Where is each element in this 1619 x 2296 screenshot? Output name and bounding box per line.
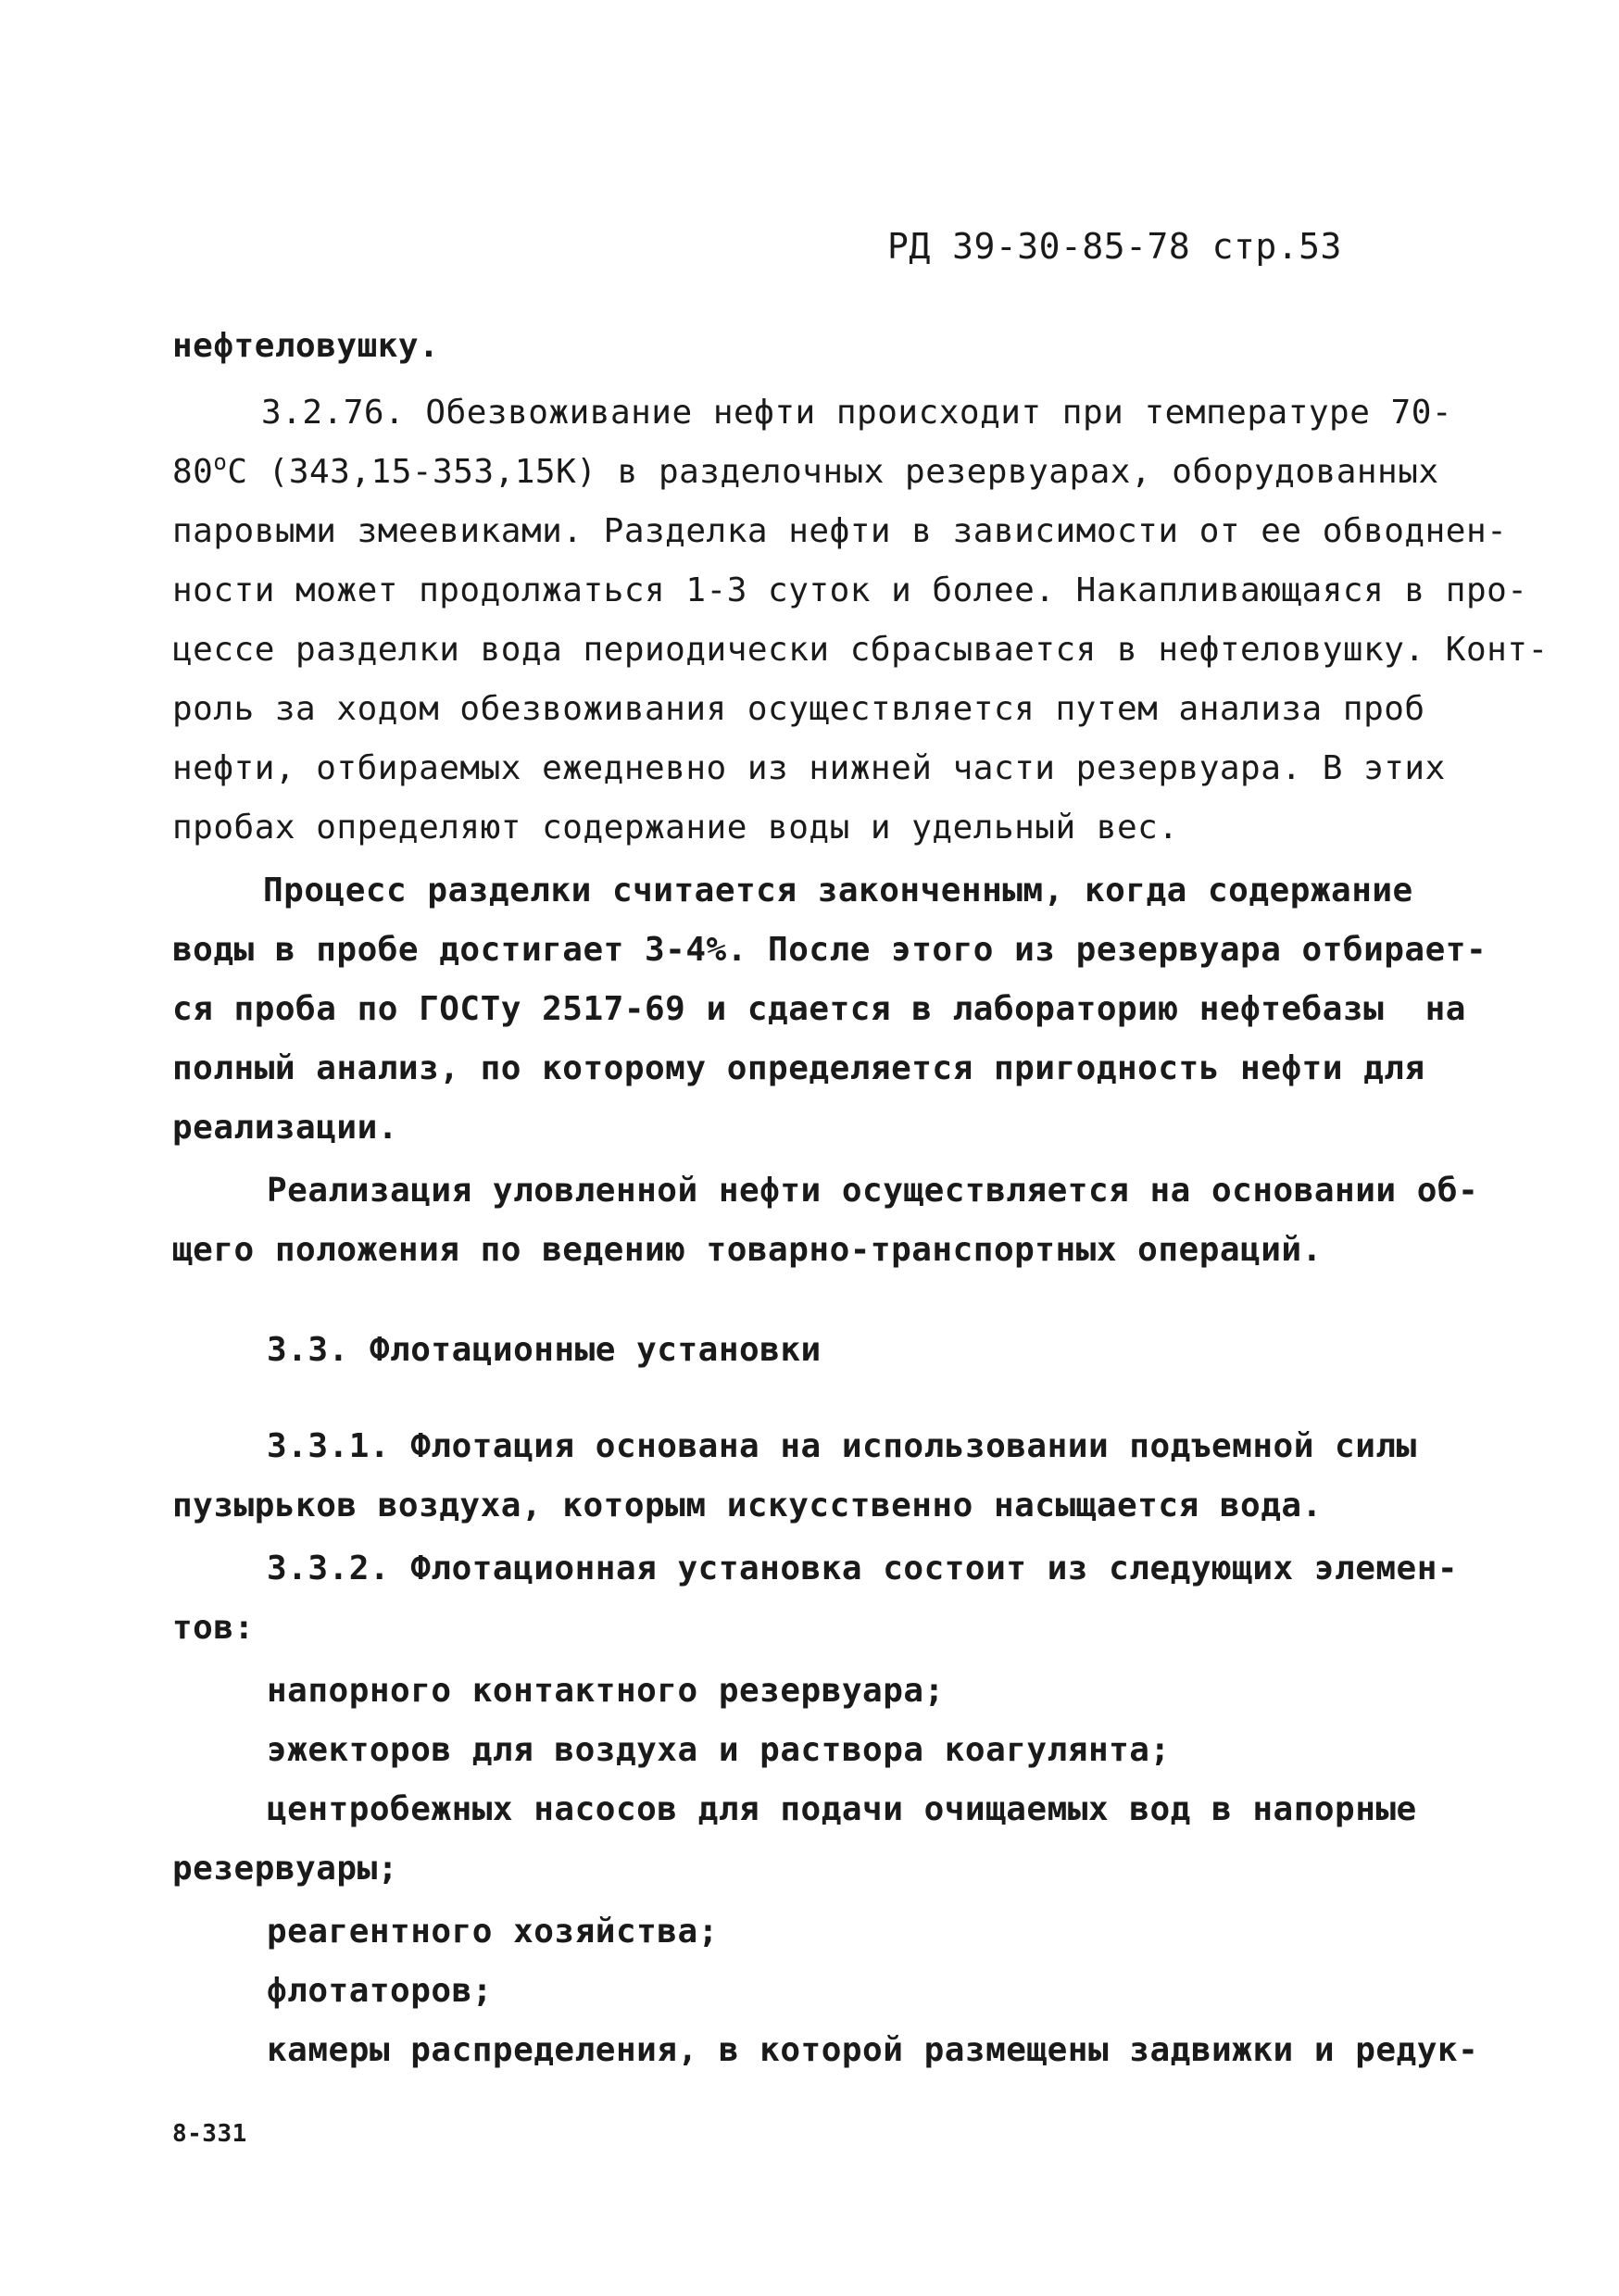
list-item: флотаторов; <box>267 1972 493 2010</box>
text-line-rest: С (343,15-353,15К) в разделочных резервуарах, оборудованных <box>227 453 1439 491</box>
text-line: пузырьков воздуха, которым искусственно насыщается вода. <box>172 1487 1323 1524</box>
text-line: 3.2.76. Обезвоживание нефти происходит при температуре 70- <box>261 394 1453 432</box>
list-item-continued: резервуары; <box>172 1850 398 1888</box>
text-line <box>172 449 1439 493</box>
text-line: ся проба по ГОСТу 2517-69 и сдается в лабораторию нефтебазы на <box>172 990 1466 1028</box>
list-item: напорного контактного резервуара; <box>267 1672 945 1710</box>
text-line: 3.3.1. Флотация основана на использовании подъемной силы <box>267 1427 1417 1465</box>
text-line: ности может продолжаться 1-3 суток и более. Накапливающаяся в про- <box>172 571 1528 609</box>
text-line: воды в пробе достигает 3-4%. После этого из резервуара отбирает- <box>172 931 1487 969</box>
text-line: нефтеловушку. <box>172 327 440 365</box>
degree-sign: о <box>213 449 228 475</box>
section-heading: 3.3. Флотационные установки <box>267 1331 822 1369</box>
text-line: пробах определяют содержание воды и удельный вес. <box>172 809 1179 847</box>
text-line: паровыми змеевиками. Разделка нефти в зависимости от ее обводнен- <box>172 512 1508 550</box>
temperature-value: 80 <box>172 453 214 491</box>
text-line: реализации. <box>172 1109 398 1147</box>
text-line: тов: <box>172 1609 255 1647</box>
text-line: 3.3.2. Флотационная установка состоит из следующих элемен- <box>267 1549 1459 1587</box>
page-header: РД 39-30-85-78 стр.53 <box>887 226 1342 267</box>
list-item: центробежных насосов для подачи очищаемых вод в напорные <box>267 1790 1417 1828</box>
list-item: эжекторов для воздуха и раствора коагулянта; <box>267 1731 1171 1769</box>
text-line: нефти, отбираемых ежедневно из нижней части резервуара. В этих <box>172 749 1446 787</box>
text-line: Реализация уловленной нефти осуществляется на основании об- <box>267 1172 1479 1210</box>
text-line: полный анализ, по которому определяется пригодность нефти для <box>172 1049 1425 1087</box>
text-line: Процесс разделки считается законченным, когда содержание <box>263 872 1413 910</box>
page-footer-code: 8-331 <box>172 2120 247 2148</box>
text-line: роль за ходом обезвоживания осуществляется путем анализа проб <box>172 690 1425 728</box>
text-line: цессе разделки вода периодически сбрасывается в нефтеловушку. Конт- <box>172 631 1549 669</box>
list-item: реагентного хозяйства; <box>267 1913 719 1951</box>
list-item: камеры распределения, в которой размещены задвижки и редук- <box>267 2031 1479 2069</box>
text-line: щего положения по ведению товарно-транспортных операций. <box>172 1231 1323 1269</box>
